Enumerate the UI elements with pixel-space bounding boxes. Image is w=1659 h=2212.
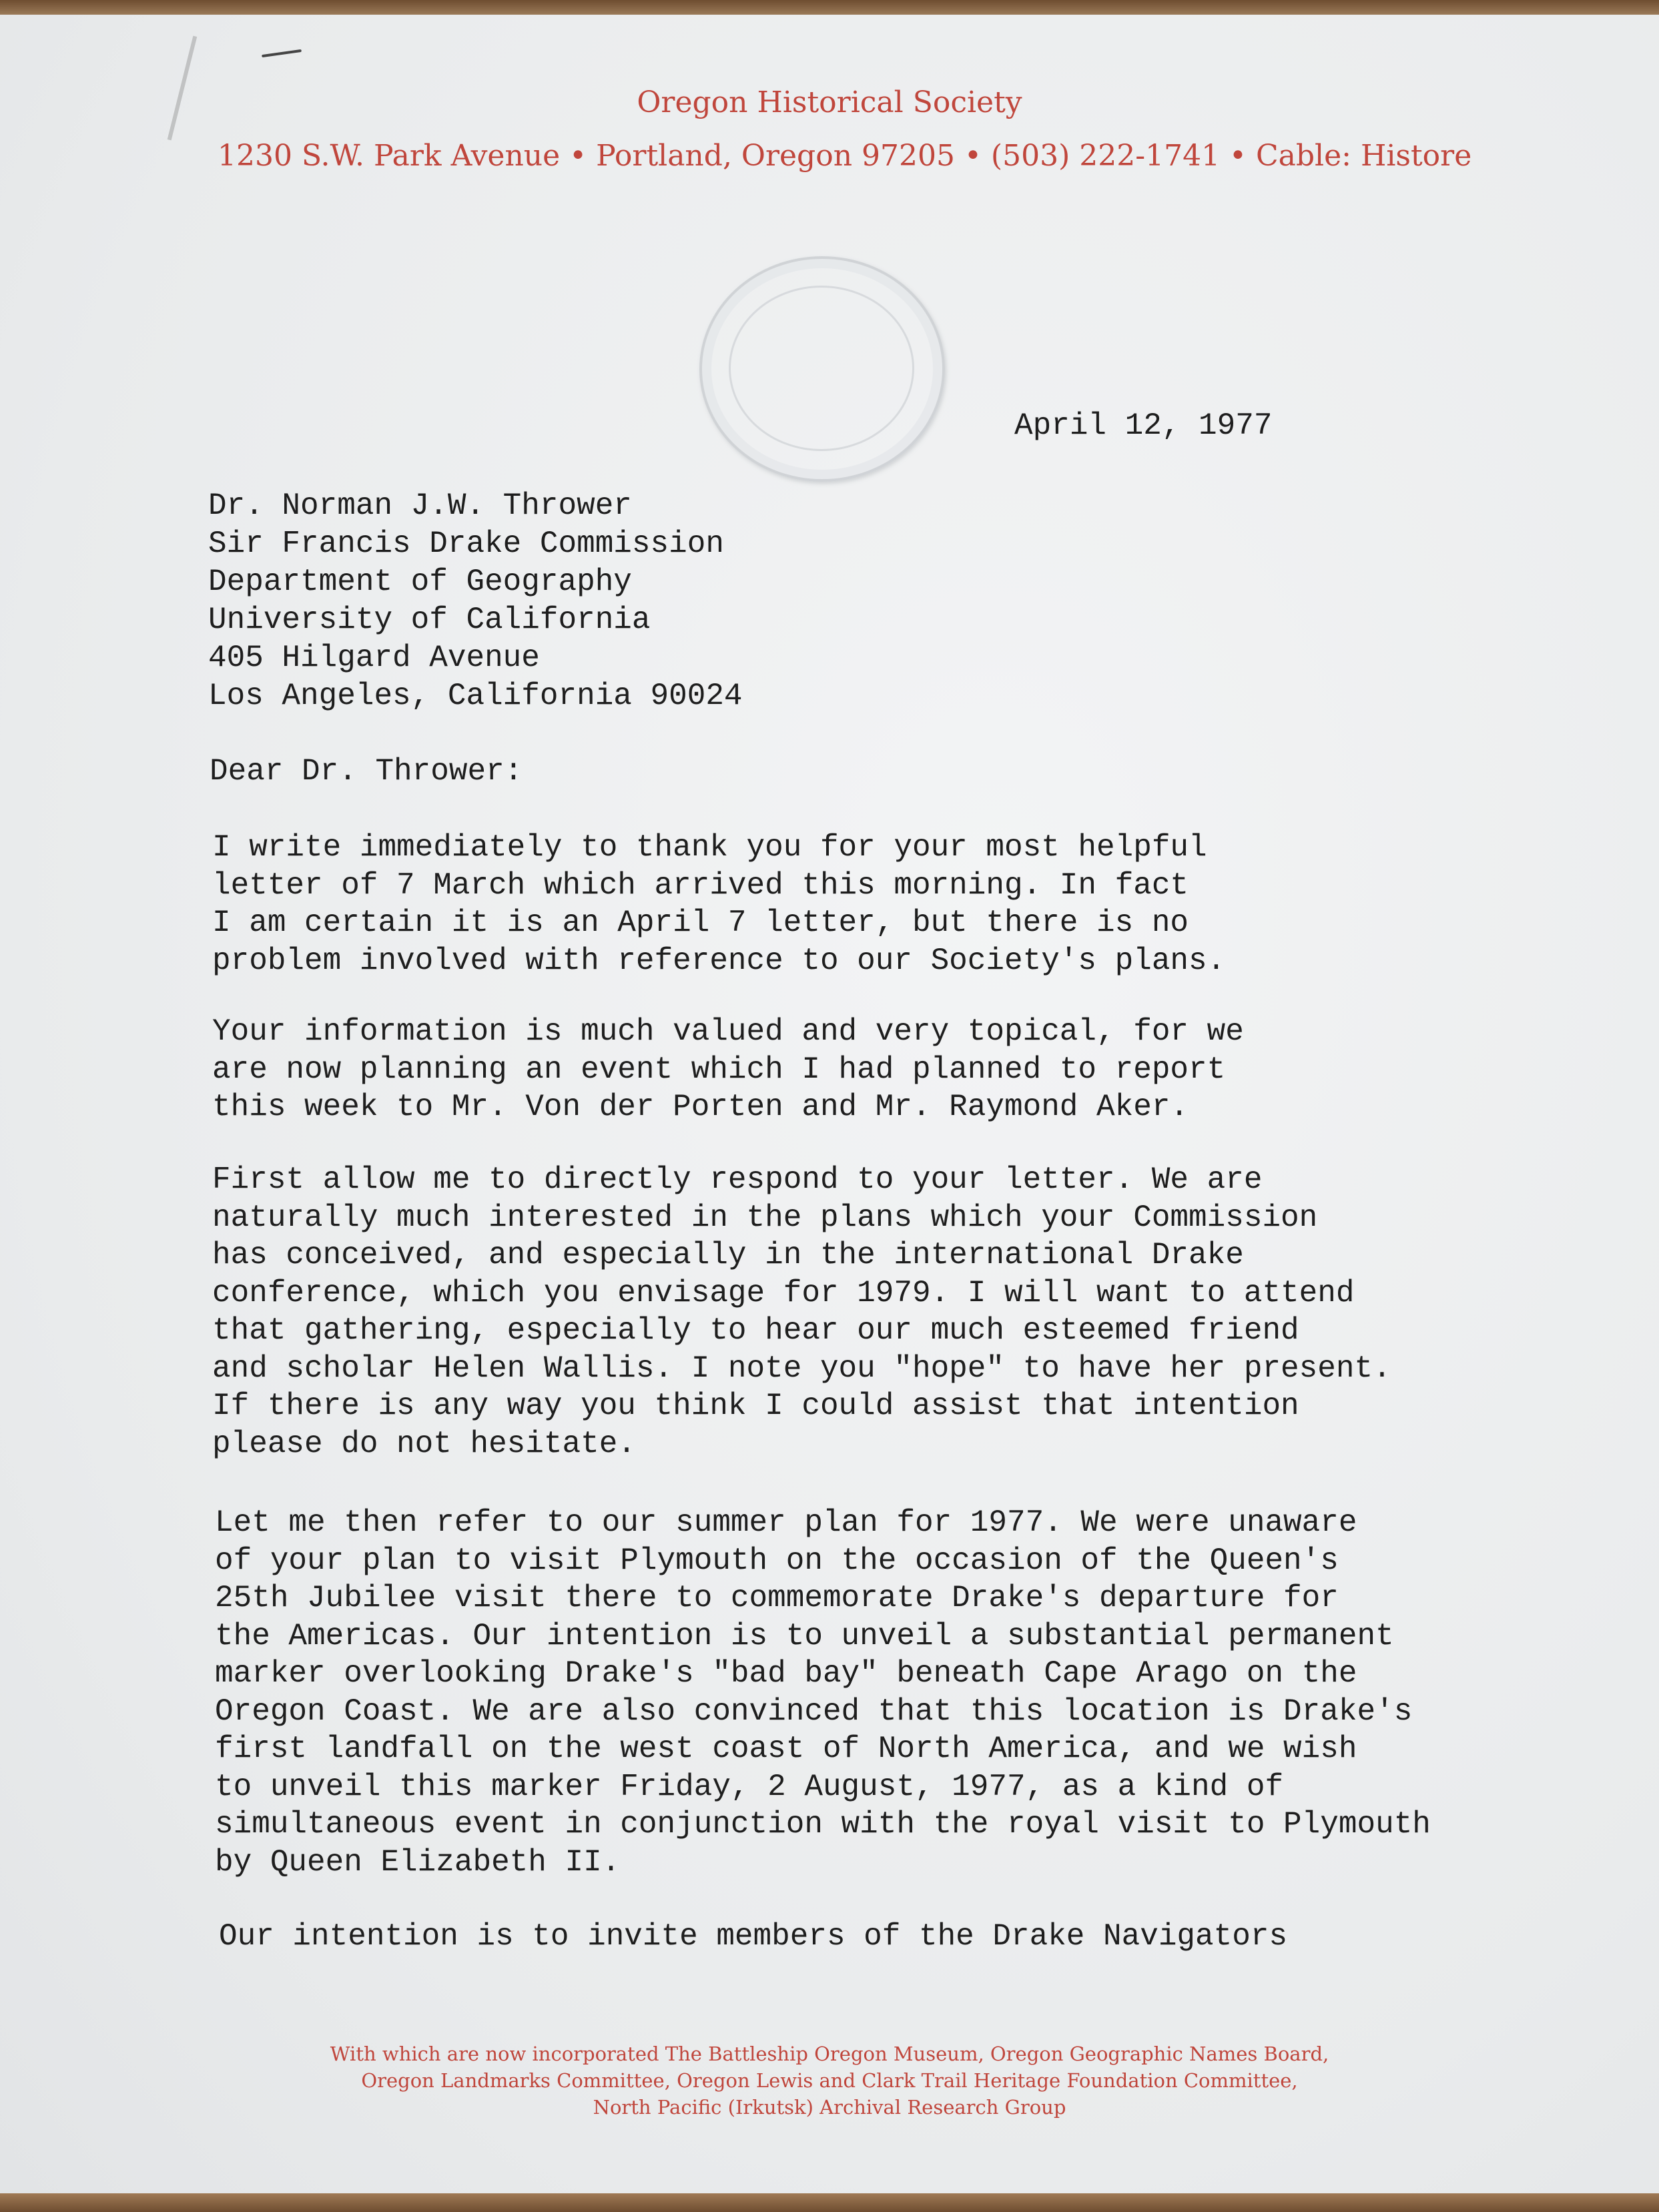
letterhead-address: 1230 S.W. Park Avenue • Portland, Oregon 97205 • (503) 222-1741 • Cable: Histore — [218, 139, 1472, 173]
embossed-seal-inner — [729, 286, 914, 451]
letterhead-footer — [0, 2041, 1659, 2121]
pen-mark — [262, 49, 302, 57]
text-line: I am certain it is an April 7 letter, but there is no — [212, 905, 1189, 940]
embossed-seal — [699, 256, 945, 482]
desk-surface-top — [0, 0, 1659, 15]
letter-page — [0, 15, 1659, 2193]
text-line: naturally much interested in the plans which your Commission — [212, 1200, 1318, 1235]
text-line: this week to Mr. Von der Porten and Mr. Raymond Aker. — [212, 1090, 1189, 1124]
paragraph-1 — [212, 829, 1225, 980]
recipient-address — [208, 487, 743, 715]
paragraph-4 — [215, 1504, 1431, 1881]
text-line: Oregon Coast. We are also convinced that this location is Drake's — [215, 1694, 1413, 1729]
text-line: Your information is much valued and very topical, for we — [212, 1014, 1244, 1049]
letterhead-organization: Oregon Historical Society — [637, 85, 1022, 119]
footer-line: North Pacific (Irkutsk) Archival Research Group — [593, 2096, 1066, 2119]
text-line: letter of 7 March which arrived this morning. In fact — [212, 867, 1189, 903]
text-line: Let me then refer to our summer plan for 1977. We were unaware — [215, 1505, 1357, 1540]
text-line: please do not hesitate. — [212, 1426, 636, 1461]
desk-surface-bottom — [0, 2193, 1659, 2212]
paragraph-5 — [219, 1918, 1287, 1956]
recipient-line: 405 Hilgard Avenue — [208, 641, 540, 675]
text-line: first landfall on the west coast of North America, and we wish — [215, 1732, 1357, 1766]
text-line: that gathering, especially to hear our much esteemed friend — [212, 1313, 1299, 1348]
text-line: problem involved with reference to our Society's plans. — [212, 943, 1226, 978]
paragraph-3 — [212, 1161, 1391, 1463]
recipient-line: University of California — [208, 603, 651, 637]
paragraph-2 — [212, 1013, 1244, 1126]
recipient-line: Dr. Norman J.W. Thrower — [208, 488, 632, 523]
footer-line: With which are now incorporated The Battleship Oregon Museum, Oregon Geographic Names Board, — [330, 2043, 1329, 2065]
text-line: of your plan to visit Plymouth on the occasion of the Queen's — [215, 1543, 1339, 1578]
text-line: to unveil this marker Friday, 2 August, 1977, as a kind of — [215, 1769, 1284, 1804]
text-line: I write immediately to thank you for your most helpful — [212, 830, 1207, 865]
text-line: If there is any way you think I could assist that intention — [212, 1389, 1299, 1423]
text-line: conference, which you envisage for 1979. I will want to attend — [212, 1275, 1355, 1311]
text-line: has conceived, and especially in the international Drake — [212, 1238, 1244, 1272]
text-line: by Queen Elizabeth II. — [215, 1844, 621, 1880]
text-line: First allow me to directly respond to your letter. We are — [212, 1162, 1263, 1197]
text-line: simultaneous event in conjunction with the royal visit to Plymouth — [215, 1807, 1431, 1842]
footer-line: Oregon Landmarks Committee, Oregon Lewis and Clark Trail Heritage Foundation Committee, — [361, 2069, 1298, 2092]
recipient-line: Los Angeles, California 90024 — [208, 679, 743, 713]
text-line: are now planning an event which I had planned to report — [212, 1052, 1226, 1087]
text-line: 25th Jubilee visit there to commemorate Drake's departure for — [215, 1581, 1339, 1615]
recipient-line: Department of Geography — [208, 565, 632, 599]
text-line: Our intention is to invite members of the Drake Navigators — [219, 1919, 1288, 1954]
recipient-line: Sir Francis Drake Commission — [208, 526, 724, 561]
text-line: and scholar Helen Wallis. I note you "hope" to have her present. — [212, 1351, 1391, 1386]
text-line: marker overlooking Drake's "bad bay" beneath Cape Arago on the — [215, 1656, 1357, 1691]
text-line: the Americas. Our intention is to unveil a substantial permanent — [215, 1618, 1394, 1653]
salutation: Dear Dr. Thrower: — [210, 754, 523, 789]
letter-date: April 12, 1977 — [1014, 408, 1273, 443]
